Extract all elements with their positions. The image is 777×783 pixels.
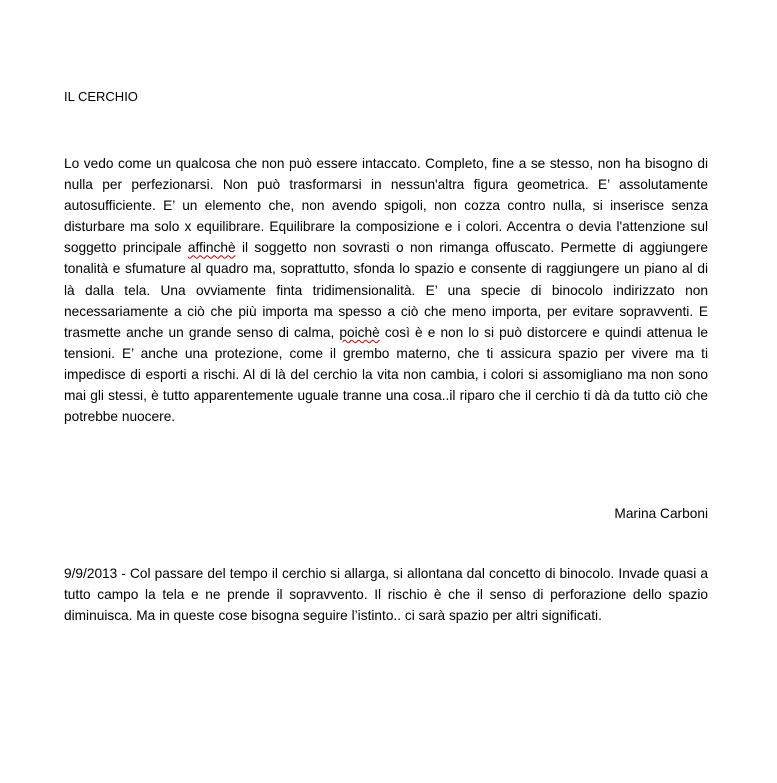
body-text-part-2: il soggetto non sovrasti o non rimanga offuscato. Permette di aggiungere tonalità e sfumature al quadro ma, soprattutto, sfonda lo spazio e consente di raggiungere un piano al di là dalla tela. Una ovviamente finta tridimensionalità. E’ una specie di binocolo indirizzato non necessariamente a ciò che più importa ma spesso a ciò che meno importa, per evitare sopravventi. E trasmette anche un grande senso di calma, bbox=[64, 240, 708, 340]
dated-note-paragraph: 9/9/2013 - Col passare del tempo il cerchio si allarga, si allontana dal concetto di binocolo. Invade quasi a tutto campo la tela e ne prende il sopravvento. Il rischio è che il senso di perforazione dello spazio diminuisca. Ma in queste cose bisogna seguire l’istinto.. ci sarà spazio per altri significati. bbox=[64, 566, 708, 623]
author-signature: Marina Carboni bbox=[614, 506, 708, 521]
misspelled-word-affinche[interactable]: affinchè bbox=[187, 240, 236, 256]
body-text-part-3: così è e non lo si può distorcere e quindi attenua le tensioni. E’ anche una protezione, come il grembo materno, che ti assicura spazio per vivere ma ti impedisce di esporti a rischi. Al di là del cerchio la vita non cambia, i colori si assomigliano ma non sono mai gli stessi, è tutto apparentemente uguale tranne una cosa..il riparo che il cerchio ti dà da tutto ciò che potrebbe nuocere. bbox=[64, 324, 708, 425]
misspelled-word-poiche[interactable]: poichè bbox=[339, 324, 380, 340]
document-title: IL CERCHIO bbox=[64, 89, 138, 104]
body-text-part-1: Lo vedo come un qualcosa che non può essere intaccato. Completo, fine a se stesso, non ha bisogno di nulla per perfezionarsi. Non può trasformarsi in nessun'altra figura geometrica. E’ assolutamente autosufficiente. E’ un elemento che, non avendo spigoli, non cozza contro nulla, si inserisce senza disturbare ma solo x equilibrare. Equilibrare la composizione e i colori. Accentra o devia l'attenzione sul soggetto principale bbox=[64, 156, 708, 256]
body-paragraph bbox=[64, 153, 708, 427]
